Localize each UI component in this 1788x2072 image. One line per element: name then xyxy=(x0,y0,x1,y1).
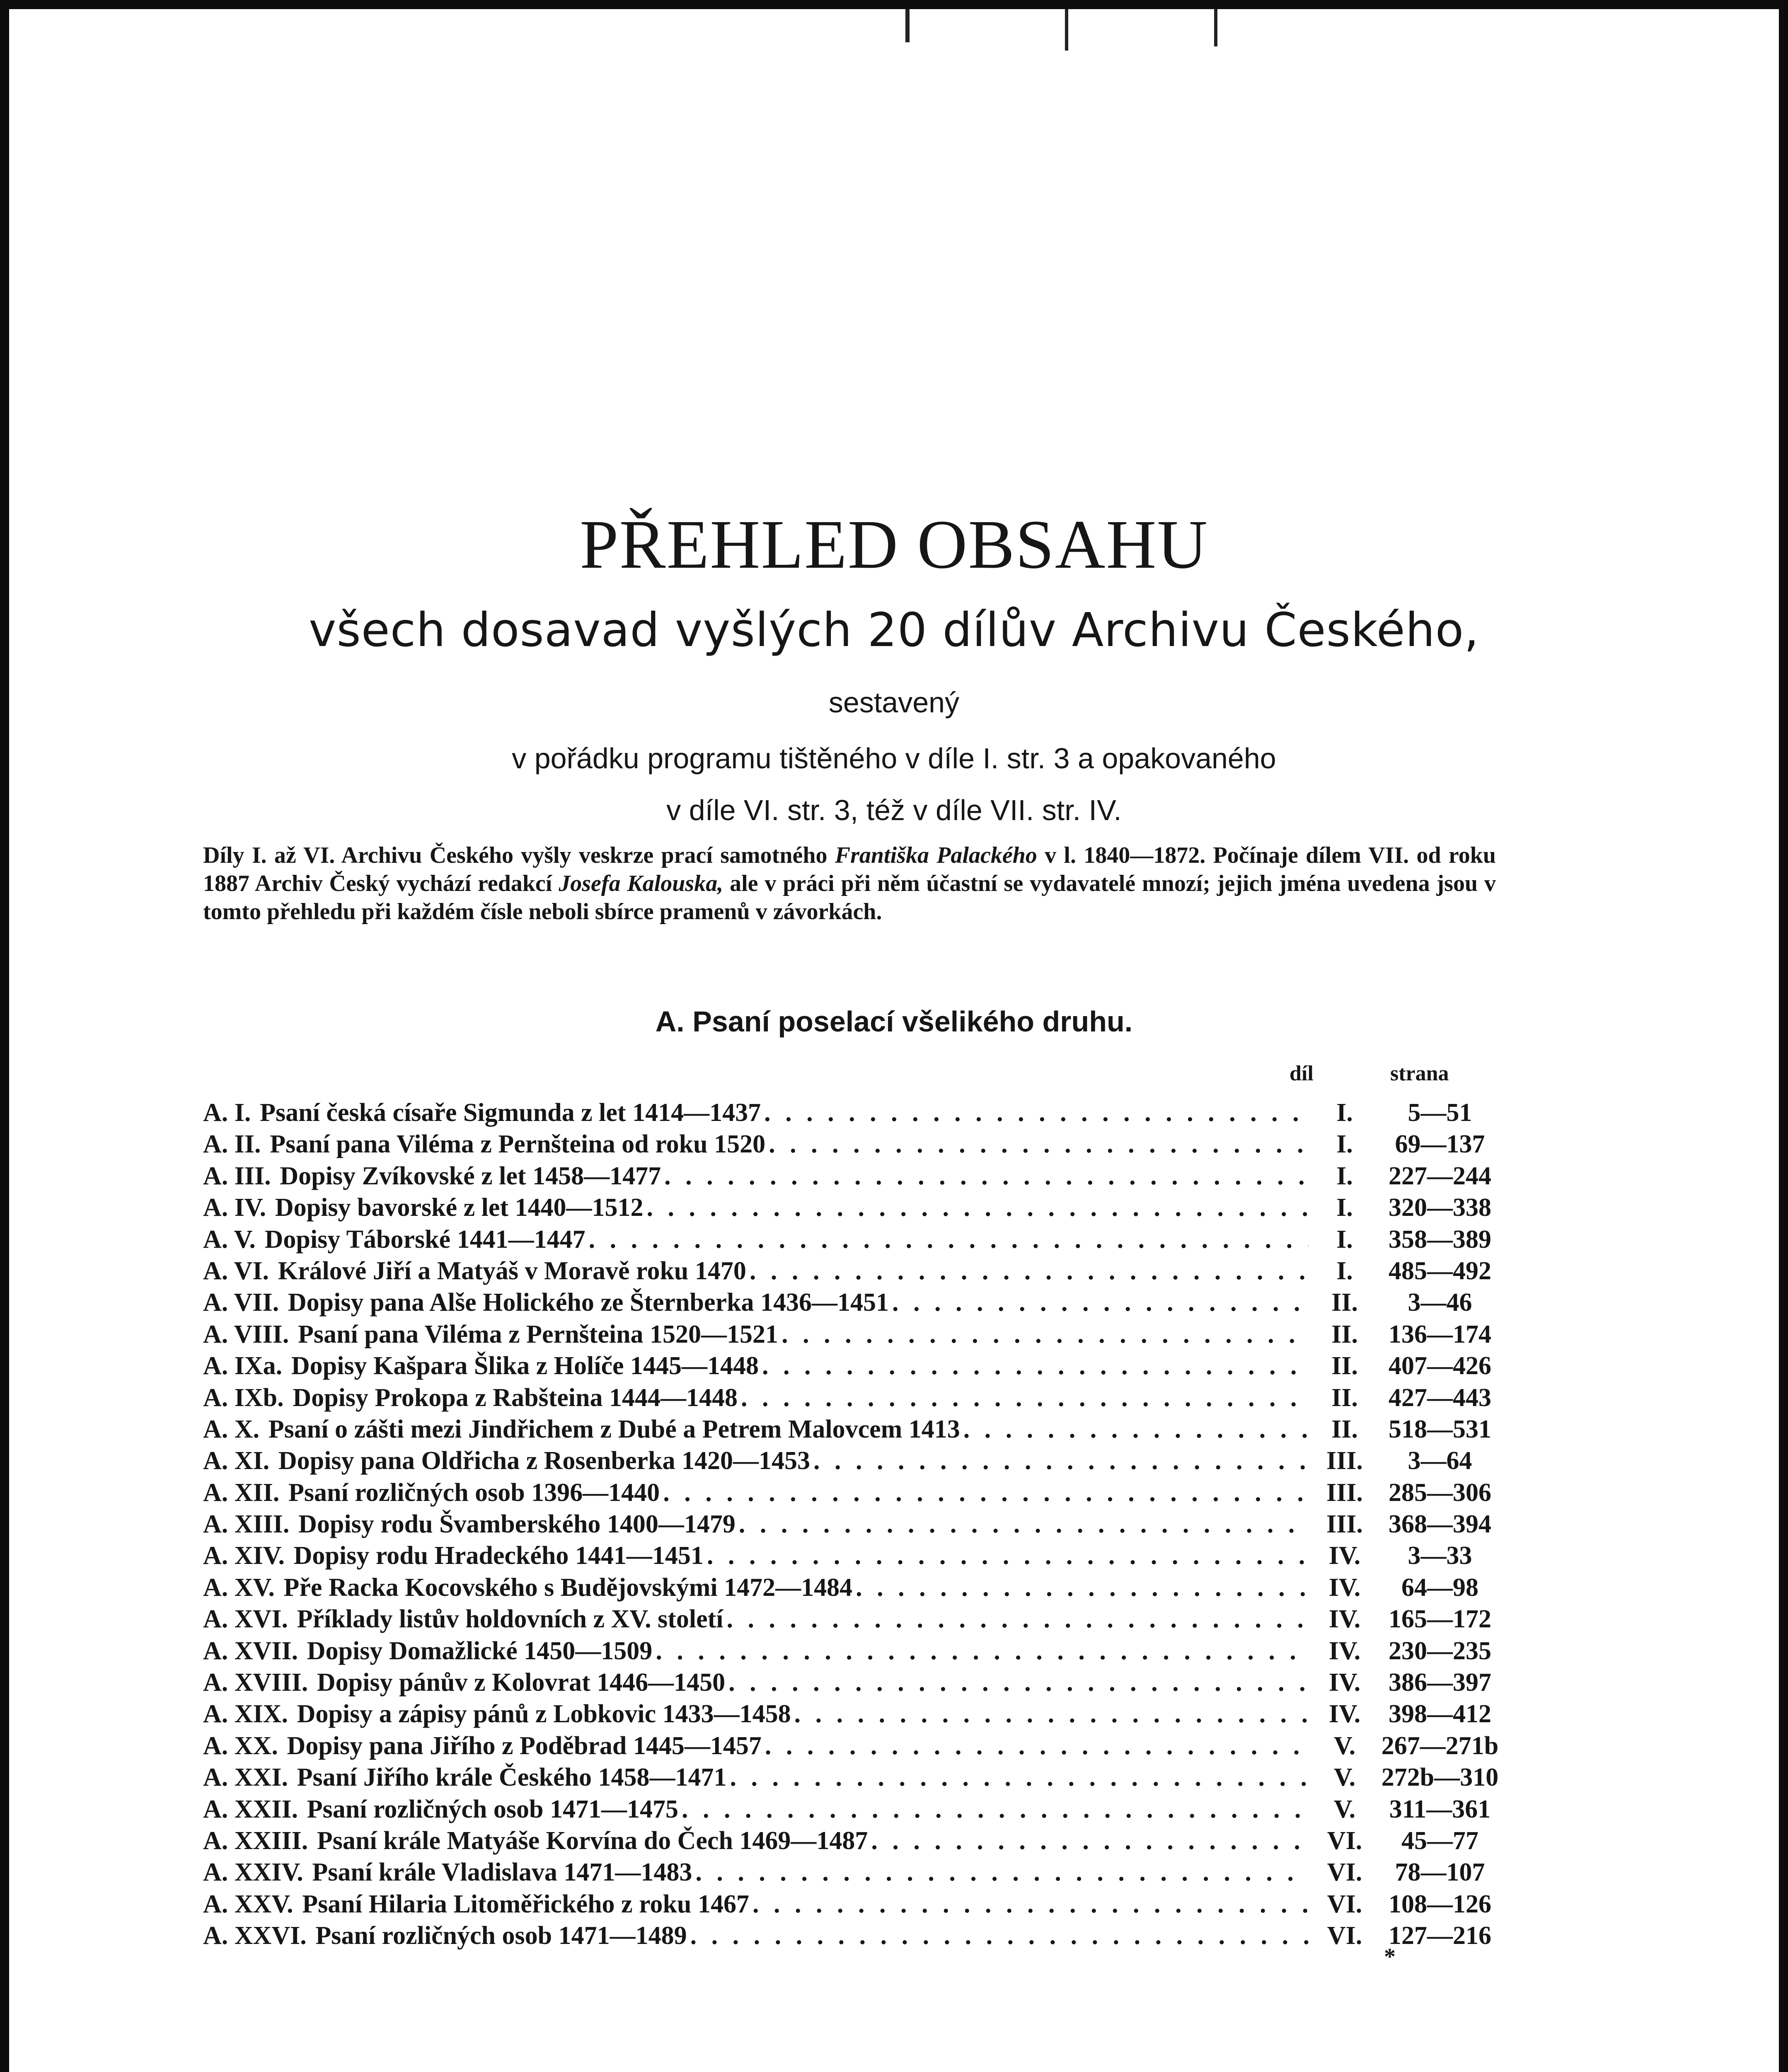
entry-title: Dopisy Prokopa z Rabšteina 1444—1448 xyxy=(293,1383,738,1412)
entry-title: Psaní o zášti mezi Jindřichem z Dubé a Petrem Malovcem 1413 xyxy=(268,1415,960,1443)
entry-number: A. I. xyxy=(203,1099,251,1127)
entry-title: Psaní česká císaře Sigmunda z let 1414—1437 xyxy=(260,1099,761,1127)
contents-list xyxy=(203,1097,1508,1952)
entry-number: A. XVII. xyxy=(203,1636,298,1665)
toc-row xyxy=(203,1287,1508,1318)
leader-dots xyxy=(752,1888,1309,1920)
entry-number: A. XIV. xyxy=(203,1542,285,1570)
entry-title: Dopisy rodu Švamberského 1400—1479 xyxy=(298,1510,736,1539)
entry-title: Dopisy pana Alše Holického ze Šternberka 1436—1451 xyxy=(288,1288,889,1317)
entry-number: A. XXIII. xyxy=(203,1826,308,1855)
leader-dots xyxy=(856,1572,1309,1603)
entry-pages: 320—338 xyxy=(1389,1193,1491,1222)
toc-row xyxy=(203,1192,1508,1223)
entry-volume: III. xyxy=(1326,1478,1363,1507)
entry-number: A. XII. xyxy=(203,1478,280,1507)
section-heading: A. Psaní poselací všelikého druhu. xyxy=(655,1005,1133,1038)
entry-number: A. II. xyxy=(203,1130,261,1159)
leader-dots xyxy=(765,1730,1309,1762)
entry-title: Dopisy a zápisy pánů z Lobkovic 1433—1458 xyxy=(297,1700,791,1728)
entry-pages: 78—107 xyxy=(1395,1858,1485,1887)
entry-number: A. XXI. xyxy=(203,1763,288,1792)
entry-volume: I. xyxy=(1336,1256,1353,1285)
entry-volume: II. xyxy=(1331,1288,1358,1317)
entry-pages: 3—33 xyxy=(1408,1542,1472,1570)
entry-volume: II. xyxy=(1331,1352,1358,1380)
toc-row xyxy=(203,1160,1508,1192)
entry-volume: IV. xyxy=(1328,1636,1361,1665)
leader-dots xyxy=(963,1414,1309,1445)
entry-volume: I. xyxy=(1336,1225,1353,1254)
entry-number: A. XXVI. xyxy=(203,1922,307,1950)
entry-pages: 368—394 xyxy=(1389,1510,1491,1539)
entry-volume: IV. xyxy=(1328,1573,1361,1602)
entry-volume: IV. xyxy=(1328,1542,1361,1570)
entry-title: Psaní rozličných osob 1471—1475 xyxy=(307,1795,678,1823)
entry-title: Králové Jiří a Matyáš v Moravě roku 1470 xyxy=(278,1256,746,1285)
entry-pages: 386—397 xyxy=(1389,1668,1491,1697)
entry-pages: 407—426 xyxy=(1389,1352,1491,1380)
toc-row xyxy=(203,1319,1508,1350)
toc-row xyxy=(203,1097,1508,1128)
entry-title: Psaní Hilaria Litoměřického z roku 1467 xyxy=(302,1890,749,1918)
entry-number: A. IXa. xyxy=(203,1352,283,1380)
leader-dots xyxy=(730,1762,1309,1793)
entry-number: A. IV. xyxy=(203,1193,266,1222)
toc-row xyxy=(203,1888,1508,1920)
toc-row xyxy=(203,1667,1508,1698)
editorial-text: ale v práci při něm účastní se vydavatelé mnozí; jejich jména uvedena jsou v tomto přehledu při každém čísle neboli sbírce pramenů v závorkách. xyxy=(203,871,1496,925)
leader-dots xyxy=(695,1857,1309,1888)
leader-dots xyxy=(813,1445,1309,1477)
leader-dots xyxy=(728,1667,1309,1698)
entry-title: Dopisy pana Oldřicha z Rosenberka 1420—1453 xyxy=(278,1447,811,1475)
entry-volume: III. xyxy=(1326,1510,1363,1539)
leader-dots xyxy=(663,1477,1309,1508)
toc-row xyxy=(203,1857,1508,1888)
entry-number: A. XV. xyxy=(203,1573,275,1602)
entry-volume: VI. xyxy=(1327,1922,1362,1950)
entry-number: A. III. xyxy=(203,1162,271,1190)
entry-number: A. IXb. xyxy=(203,1383,284,1412)
toc-row xyxy=(203,1698,1508,1730)
entry-volume: V. xyxy=(1333,1795,1356,1823)
entry-pages: 485—492 xyxy=(1389,1256,1491,1285)
entry-pages: 285—306 xyxy=(1389,1478,1491,1507)
footnote-mark: * xyxy=(1384,1944,1396,1970)
entry-pages: 230—235 xyxy=(1389,1636,1491,1665)
leader-dots xyxy=(707,1540,1309,1571)
entry-pages: 5—51 xyxy=(1408,1099,1472,1127)
leader-dots xyxy=(682,1794,1309,1825)
compiled-line: sestavený xyxy=(828,686,960,719)
leader-dots xyxy=(769,1128,1309,1160)
entry-pages: 227—244 xyxy=(1389,1162,1491,1190)
entry-title: Dopisy pánův z Kolovrat 1446—1450 xyxy=(317,1668,726,1697)
entry-title: Dopisy Táborské 1441—1447 xyxy=(264,1225,586,1254)
leader-dots xyxy=(781,1319,1309,1350)
leader-dots xyxy=(690,1920,1309,1951)
entry-pages: 427—443 xyxy=(1389,1383,1491,1412)
toc-row xyxy=(203,1445,1508,1477)
entry-number: A. VII. xyxy=(203,1288,279,1317)
leader-dots xyxy=(647,1192,1309,1223)
leader-dots xyxy=(871,1825,1309,1857)
entry-volume: IV. xyxy=(1328,1700,1361,1728)
entry-pages: 64—98 xyxy=(1401,1573,1478,1602)
entry-title: Psaní rozličných osob 1471—1489 xyxy=(315,1922,687,1950)
entry-number: A. VIII. xyxy=(203,1320,289,1348)
entry-volume: VI. xyxy=(1327,1890,1362,1918)
editorial-note xyxy=(203,841,1496,926)
toc-row xyxy=(203,1920,1508,1951)
entry-number: A. X. xyxy=(203,1415,260,1443)
entry-pages: 3—64 xyxy=(1408,1447,1472,1475)
entry-pages: 267—271b xyxy=(1381,1731,1499,1760)
entry-pages: 358—389 xyxy=(1389,1225,1491,1254)
entry-volume: IV. xyxy=(1328,1668,1361,1697)
editorial-text: v l. 1840—1872. Počínaje dílem VII. od roku 1887 Archiv Český vychází redakcí xyxy=(203,842,1496,896)
entry-title: Psaní Jiřího krále Českého 1458—1471 xyxy=(297,1763,727,1792)
toc-row xyxy=(203,1224,1508,1255)
column-header-volume: díl xyxy=(1290,1062,1314,1085)
entry-pages: 311—361 xyxy=(1389,1795,1491,1823)
entry-title: Dopisy Zvíkovské z let 1458—1477 xyxy=(280,1162,661,1190)
entry-number: A. XVI. xyxy=(203,1605,288,1634)
entry-pages: 398—412 xyxy=(1389,1700,1491,1728)
entry-pages: 69—137 xyxy=(1395,1130,1485,1159)
leader-dots xyxy=(762,1350,1309,1382)
toc-row xyxy=(203,1414,1508,1445)
entry-number: A. XVIII. xyxy=(203,1668,308,1697)
entry-volume: I. xyxy=(1336,1099,1353,1127)
editor-name-kalousek: Josefa Kalouska, xyxy=(559,871,723,896)
order-line-2: v díle VI. str. 3, též v díle VII. str. IV. xyxy=(666,794,1122,826)
entry-volume: V. xyxy=(1333,1731,1356,1760)
entry-title: Psaní krále Matyáše Korvína do Čech 1469—1487 xyxy=(317,1826,868,1855)
entry-volume: II. xyxy=(1331,1415,1358,1443)
entry-pages: 518—531 xyxy=(1389,1415,1491,1443)
leader-dots xyxy=(794,1698,1309,1730)
entry-pages: 3—46 xyxy=(1408,1288,1472,1317)
toc-row xyxy=(203,1477,1508,1508)
page-title: PŘEHLED OBSAHU xyxy=(580,506,1208,583)
entry-volume: II. xyxy=(1331,1383,1358,1412)
entry-number: A. V. xyxy=(203,1225,256,1254)
entry-volume: VI. xyxy=(1327,1826,1362,1855)
leader-dots xyxy=(892,1287,1309,1318)
toc-row xyxy=(203,1730,1508,1762)
entry-title: Dopisy rodu Hradeckého 1441—1451 xyxy=(293,1542,704,1570)
entry-number: A. XI. xyxy=(203,1447,270,1475)
leader-dots xyxy=(664,1160,1309,1192)
entry-volume: II. xyxy=(1331,1320,1358,1348)
entry-title: Dopisy pana Jiřího z Poděbrad 1445—1457 xyxy=(287,1731,762,1760)
entry-title: Pře Racka Kocovského s Budějovskými 1472—1484 xyxy=(283,1573,853,1602)
entry-title: Dopisy Kašpara Šlika z Holíče 1445—1448 xyxy=(291,1352,759,1380)
toc-row xyxy=(203,1794,1508,1825)
entry-volume: I. xyxy=(1336,1162,1353,1190)
entry-title: Psaní rozličných osob 1396—1440 xyxy=(288,1478,660,1507)
toc-row xyxy=(203,1603,1508,1635)
entry-pages: 45—77 xyxy=(1401,1826,1478,1855)
toc-row xyxy=(203,1128,1508,1160)
toc-row xyxy=(203,1572,1508,1603)
entry-title: Dopisy bavorské z let 1440—1512 xyxy=(275,1193,644,1222)
editor-name-palacky: Františka Palackého xyxy=(835,842,1037,868)
entry-title: Psaní krále Vladislava 1471—1483 xyxy=(312,1858,692,1887)
entry-number: A. XXII. xyxy=(203,1795,298,1823)
leader-dots xyxy=(739,1508,1309,1540)
entry-pages: 136—174 xyxy=(1389,1320,1491,1348)
entry-number: A. XXIV. xyxy=(203,1858,303,1887)
toc-row xyxy=(203,1255,1508,1287)
toc-row xyxy=(203,1540,1508,1571)
page-subtitle: všech dosavad vyšlých 20 dílův Archivu Českého, xyxy=(309,603,1479,657)
toc-row xyxy=(203,1508,1508,1540)
column-header-pages: strana xyxy=(1390,1062,1449,1085)
entry-volume: I. xyxy=(1336,1193,1353,1222)
leader-dots xyxy=(656,1635,1309,1667)
entry-pages: 108—126 xyxy=(1389,1890,1491,1918)
entry-pages: 272b—310 xyxy=(1381,1763,1499,1792)
entry-title: Dopisy Domažlické 1450—1509 xyxy=(307,1636,653,1665)
entry-title: Psaní pana Viléma z Pernšteina 1520—1521 xyxy=(298,1320,779,1348)
entry-volume: III. xyxy=(1326,1447,1363,1475)
toc-row xyxy=(203,1762,1508,1793)
entry-volume: VI. xyxy=(1327,1858,1362,1887)
leader-dots xyxy=(764,1097,1309,1128)
toc-row xyxy=(203,1635,1508,1667)
editorial-text: Díly I. až VI. Archivu Českého vyšly veskrze prací samotného xyxy=(203,842,835,868)
entry-title: Příklady listův holdovních z XV. století xyxy=(297,1605,723,1634)
toc-row xyxy=(203,1825,1508,1857)
entry-number: A. VI. xyxy=(203,1256,269,1285)
entry-volume: IV. xyxy=(1328,1605,1361,1634)
entry-pages: 165—172 xyxy=(1389,1605,1491,1634)
leader-dots xyxy=(741,1382,1309,1414)
entry-number: A. XXV. xyxy=(203,1890,293,1918)
toc-row xyxy=(203,1382,1508,1414)
entry-volume: V. xyxy=(1333,1763,1356,1792)
entry-number: A. XIII. xyxy=(203,1510,290,1539)
entry-number: A. XIX. xyxy=(203,1700,288,1728)
leader-dots xyxy=(750,1255,1309,1287)
entry-title: Psaní pana Viléma z Pernšteina od roku 1520 xyxy=(270,1130,766,1159)
order-line-1: v pořádku programu tištěného v díle I. str. 3 a opakovaného xyxy=(512,742,1276,775)
entry-volume: I. xyxy=(1336,1130,1353,1159)
entry-number: A. XX. xyxy=(203,1731,278,1760)
leader-dots xyxy=(727,1603,1309,1635)
entry-pages: 127—216 xyxy=(1389,1922,1491,1950)
toc-row xyxy=(203,1350,1508,1382)
leader-dots xyxy=(589,1224,1309,1255)
